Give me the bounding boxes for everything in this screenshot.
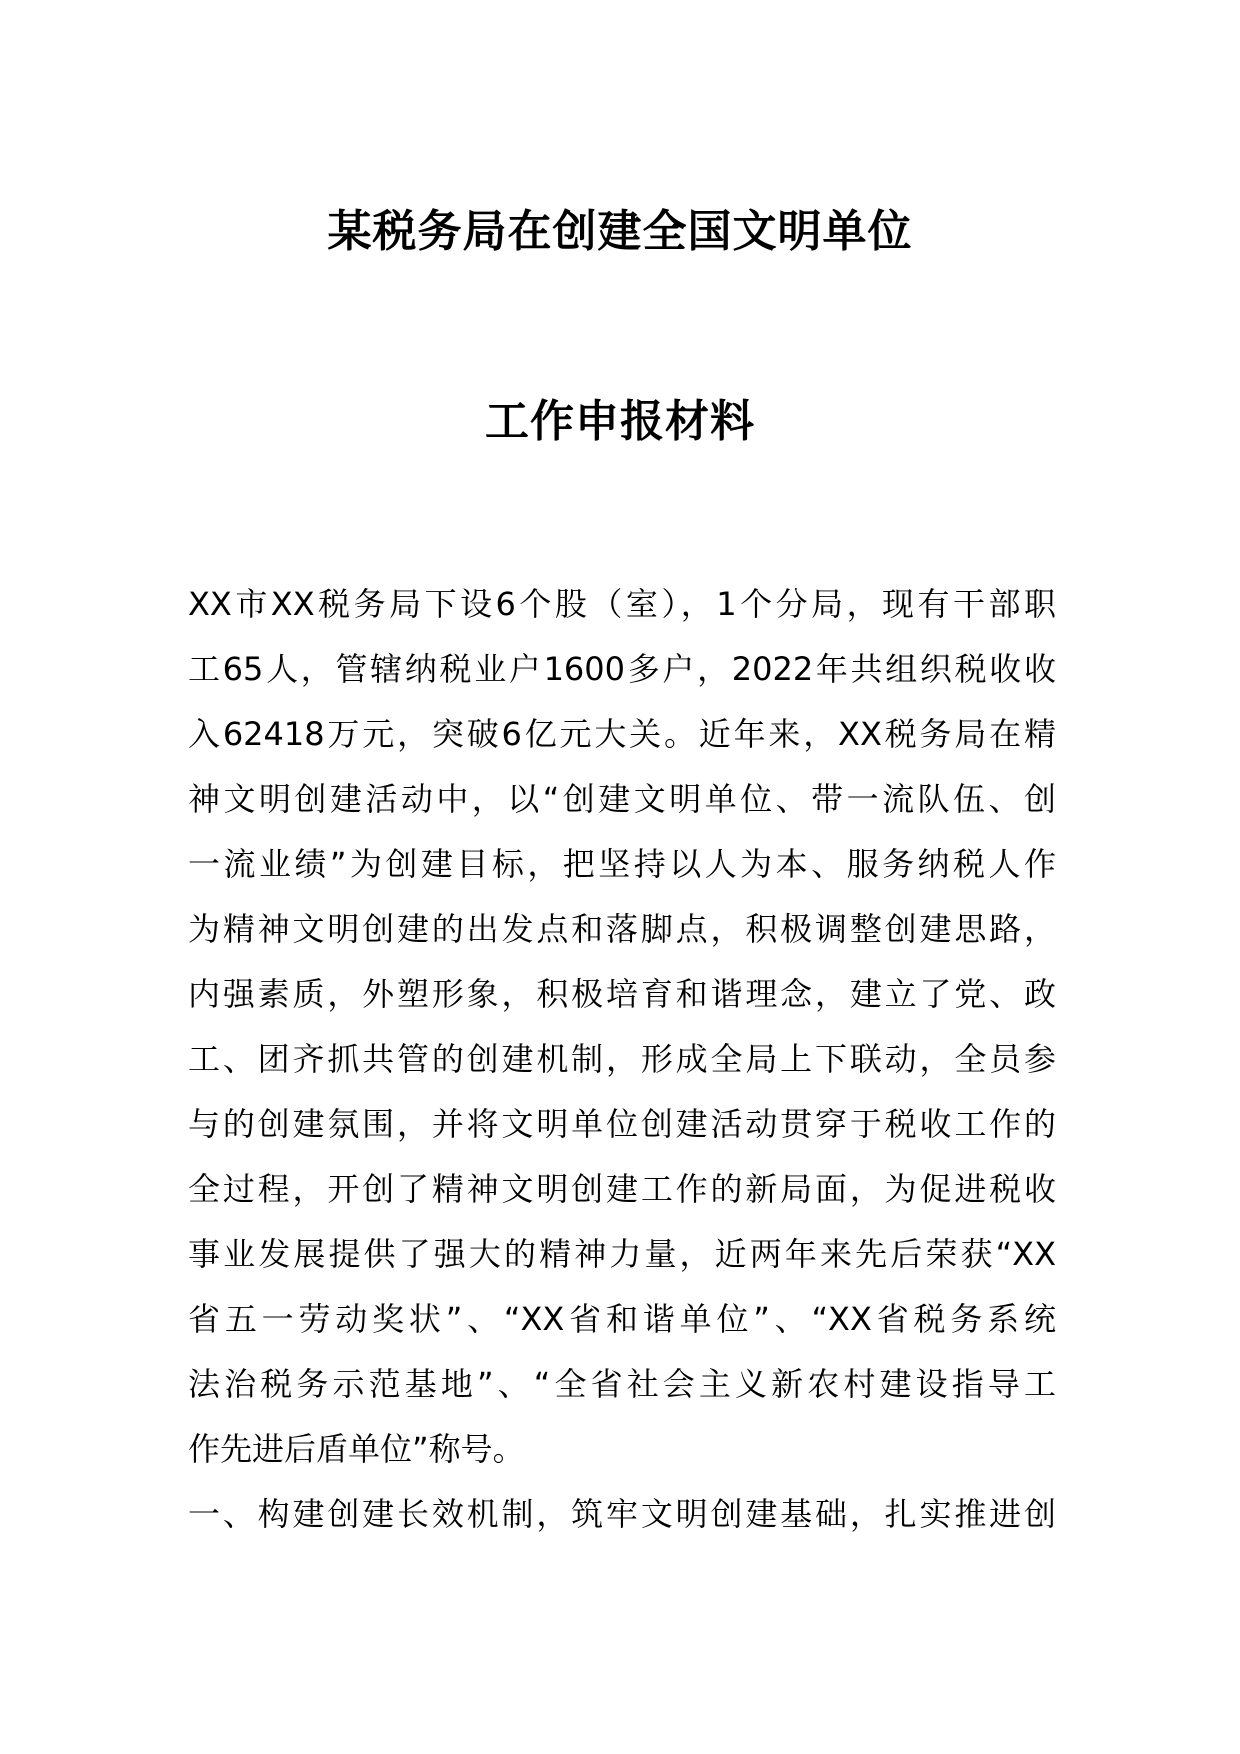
paragraph-1-line-4: 神文明创建活动中，以“创建文明单位、带一流队伍、创 bbox=[188, 780, 1056, 818]
document-title-line-1: 某税务局在创建全国文明单位 bbox=[327, 206, 913, 257]
paragraph-1-line-2: 工65人，管辖纳税业户1600多户，2022年共组织税收收 bbox=[188, 650, 1056, 688]
paragraph-1-line-11: 事业发展提供了强大的精神力量，近两年来先后荣获“XX bbox=[188, 1235, 1056, 1273]
paragraph-1-line-7: 内强素质，外塑形象，积极培育和谐理念，建立了党、政 bbox=[188, 975, 1056, 1013]
paragraph-1-line-9: 与的创建氛围，并将文明单位创建活动贯穿于税收工作的 bbox=[188, 1105, 1056, 1143]
paragraph-1-line-3: 入62418万元，突破6亿元大关。近年来，XX税务局在精 bbox=[188, 715, 1056, 753]
document-title-line-2: 工作申报材料 bbox=[485, 396, 755, 447]
paragraph-1-line-13: 法治税务示范基地”、“全省社会主义新农村建设指导工 bbox=[188, 1365, 1056, 1403]
paragraph-1-line-6: 为精神文明创建的出发点和落脚点，积极调整创建思路， bbox=[188, 910, 1056, 948]
section-1-heading: 一、构建创建长效机制，筑牢文明创建基础，扎实推进创 bbox=[188, 1495, 1056, 1533]
paragraph-1-line-8: 工、团齐抓共管的创建机制，形成全局上下联动，全员参 bbox=[188, 1040, 1056, 1078]
paragraph-1-line-14: 作先进后盾单位”称号。 bbox=[188, 1430, 525, 1468]
document-body bbox=[188, 572, 1056, 1547]
paragraph-1-line-10: 全过程，开创了精神文明创建工作的新局面，为促进税收 bbox=[188, 1170, 1056, 1208]
paragraph-1-line-1: XX市XX税务局下设6个股（室），1个分局，现有干部职 bbox=[188, 585, 1056, 623]
paragraph-1-line-5: 一流业绩”为创建目标，把坚持以人为本、服务纳税人作 bbox=[188, 845, 1056, 883]
paragraph-1-line-12: 省五一劳动奖状”、“XX省和谐单位”、“XX省税务系统 bbox=[188, 1300, 1056, 1338]
